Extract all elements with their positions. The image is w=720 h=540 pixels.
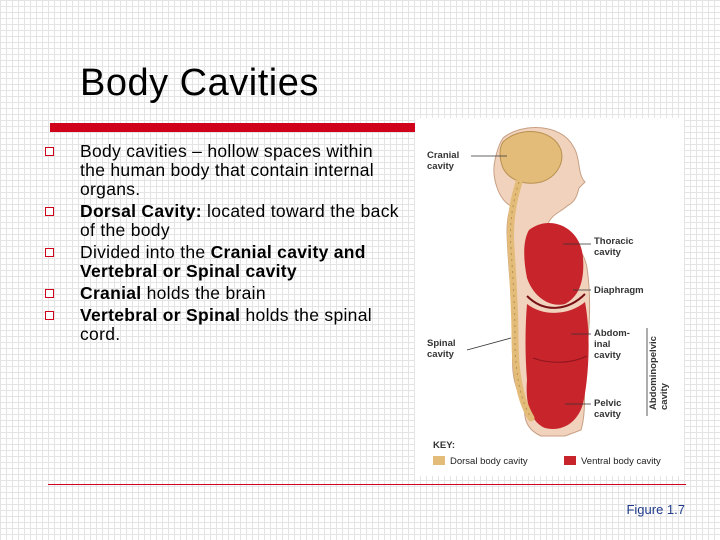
key-swatch-ventral [564, 456, 576, 465]
label-diaphragm: Diaphragm [594, 285, 644, 296]
bullet-text: Divided into the [80, 242, 211, 262]
slide-title: Body Cavities [80, 62, 319, 104]
key-title: KEY: [433, 440, 455, 451]
label-spinal-cavity: Spinal cavity [427, 338, 456, 360]
abdominopelvic-cavity-shape [526, 302, 589, 429]
label-cranial-cavity: Cranial cavity [427, 150, 460, 172]
bullet-item [42, 202, 402, 240]
bullet-bold-text: Cranial cavity and Vertebral or Spinal cavity [80, 242, 366, 281]
bullet-item [42, 142, 402, 199]
bullet-square-icon [45, 248, 54, 257]
bullet-item [42, 243, 402, 281]
bullet-bold-text: Cranial [80, 283, 142, 303]
label-thoracic-cavity: Thoracic cavity [594, 236, 634, 258]
title-divider [50, 123, 416, 132]
bottom-divider [48, 484, 686, 485]
bullet-item [42, 284, 402, 303]
key-label-dorsal: Dorsal body cavity [450, 456, 528, 467]
label-abdominopelvic-cavity: Abdominopelvic cavity [648, 336, 670, 410]
bullet-text: located toward the back of the body [80, 201, 399, 240]
bullet-square-icon [45, 147, 54, 156]
bullet-bold-text: Dorsal Cavity: [80, 201, 202, 221]
body-cavities-illustration [415, 118, 684, 476]
cranial-cavity-shape [500, 132, 562, 184]
bullet-bold-text: Vertebral or Spinal [80, 305, 241, 325]
bullet-text: holds the spinal cord. [80, 305, 372, 344]
label-pelvic-cavity: Pelvic cavity [594, 398, 622, 420]
bullet-text: holds the brain [141, 283, 266, 303]
bullet-item [42, 306, 402, 344]
figure-caption: Figure 1.7 [626, 502, 685, 517]
key-swatch-dorsal [433, 456, 445, 465]
bullet-square-icon [45, 207, 54, 216]
bullet-square-icon [45, 311, 54, 320]
bullet-text: Body cavities – hollow spaces within the human body that contain internal organs. [80, 141, 374, 199]
key-label-ventral: Ventral body cavity [581, 456, 661, 467]
bullet-square-icon [45, 289, 54, 298]
body-cavities-figure [415, 118, 684, 476]
bullet-list [42, 142, 402, 347]
label-abdominal-cavity: Abdom- inal cavity [594, 328, 630, 361]
